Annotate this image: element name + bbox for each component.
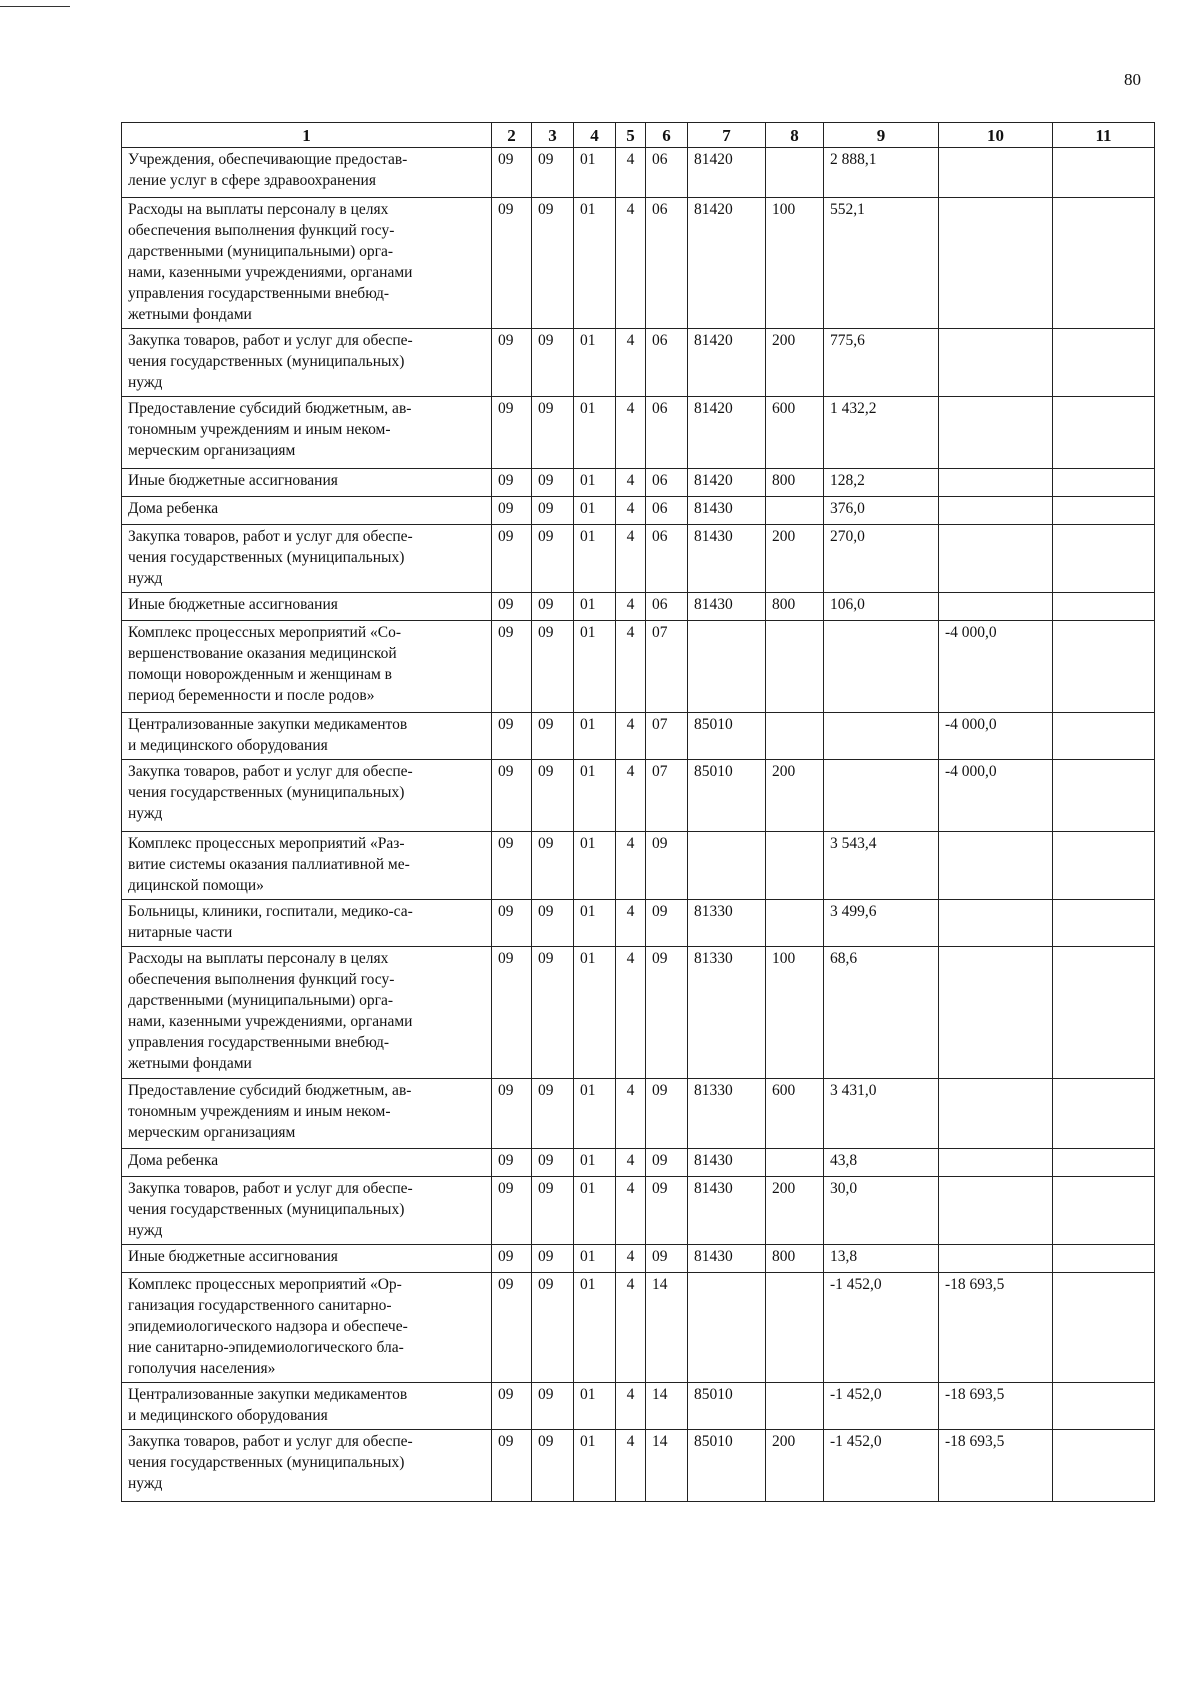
col-8-code: 100 [766,198,824,329]
col-11-amount [1053,1383,1155,1430]
col-4-code: 01 [574,148,616,198]
table-row [122,1149,1155,1177]
col-6-code: 06 [646,593,688,621]
col-6-code: 09 [646,1245,688,1273]
col-3-code: 09 [532,713,574,760]
col-7-code [688,621,766,713]
col-11-amount [1053,329,1155,397]
col-6-code: 07 [646,760,688,832]
col-6-code: 06 [646,525,688,593]
col-7-code: 81430 [688,1149,766,1177]
col-2-code: 09 [492,1149,532,1177]
table-row [122,1079,1155,1149]
col-9-amount: 106,0 [824,593,939,621]
col-2-code: 09 [492,525,532,593]
col-11-amount [1053,900,1155,947]
col-6-code: 07 [646,713,688,760]
col-7-code [688,832,766,900]
table-row [122,832,1155,900]
col-11-amount [1053,1149,1155,1177]
col-4-code: 01 [574,1079,616,1149]
col-3-code: 09 [532,1430,574,1502]
col-10-amount [939,329,1053,397]
col-8-code: 200 [766,525,824,593]
col-10-amount: -18 693,5 [939,1383,1053,1430]
col-5-code: 4 [616,1177,646,1245]
col-5-code: 4 [616,1383,646,1430]
table-row [122,593,1155,621]
col-8-code [766,1273,824,1383]
col-9-amount: 3 543,4 [824,832,939,900]
col-7-code: 81420 [688,469,766,497]
col-header-11: 11 [1053,123,1155,148]
col-2-code: 09 [492,713,532,760]
col-3-code: 09 [532,1079,574,1149]
col-2-code: 09 [492,198,532,329]
row-name: Дома ребенка [122,497,492,525]
col-4-code: 01 [574,832,616,900]
col-2-code: 09 [492,1383,532,1430]
col-7-code: 81420 [688,397,766,469]
col-8-code [766,832,824,900]
col-3-code: 09 [532,760,574,832]
col-6-code: 06 [646,329,688,397]
col-9-amount: 68,6 [824,947,939,1079]
row-name: Иные бюджетные ассигнования [122,593,492,621]
col-6-code: 09 [646,1079,688,1149]
col-10-amount [939,832,1053,900]
col-10-amount: -4 000,0 [939,760,1053,832]
col-4-code: 01 [574,469,616,497]
col-header-6: 6 [646,123,688,148]
col-header-8: 8 [766,123,824,148]
table-row [122,760,1155,832]
row-name: Больницы, клиники, госпитали, медико-са- нитарные части [122,900,492,947]
col-2-code: 09 [492,397,532,469]
col-9-amount: 270,0 [824,525,939,593]
col-8-code: 200 [766,329,824,397]
col-2-code: 09 [492,469,532,497]
col-6-code: 14 [646,1430,688,1502]
col-11-amount [1053,469,1155,497]
row-name: Расходы на выплаты персоналу в целях обеспечения выполнения функций госу- дарственными (муниципальными) орга- нами, казенными учреждениями, органами управления государственными внебюд- жетными фондами [122,947,492,1079]
col-11-amount [1053,1273,1155,1383]
col-3-code: 09 [532,1149,574,1177]
col-8-code: 800 [766,1245,824,1273]
col-8-code [766,1149,824,1177]
col-6-code: 07 [646,621,688,713]
col-5-code: 4 [616,593,646,621]
col-4-code: 01 [574,525,616,593]
col-10-amount: -18 693,5 [939,1273,1053,1383]
col-7-code: 81330 [688,900,766,947]
col-2-code: 09 [492,1177,532,1245]
col-4-code: 01 [574,621,616,713]
col-5-code: 4 [616,1245,646,1273]
col-7-code: 81430 [688,497,766,525]
col-5-code: 4 [616,148,646,198]
col-10-amount: -4 000,0 [939,621,1053,713]
table-row [122,1245,1155,1273]
col-10-amount [939,947,1053,1079]
col-3-code: 09 [532,832,574,900]
row-name: Расходы на выплаты персоналу в целях обеспечения выполнения функций госу- дарственными (муниципальными) орга- нами, казенными учреждениями, органами управления государственными внебюд- жетными фондами [122,198,492,329]
row-name: Комплекс процессных мероприятий «Раз- витие системы оказания паллиативной ме- дицинской помощи» [122,832,492,900]
col-8-code [766,497,824,525]
row-name: Иные бюджетные ассигнования [122,1245,492,1273]
col-3-code: 09 [532,947,574,1079]
col-7-code: 81430 [688,525,766,593]
col-5-code: 4 [616,832,646,900]
col-4-code: 01 [574,593,616,621]
col-7-code: 81420 [688,148,766,198]
col-5-code: 4 [616,713,646,760]
col-10-amount [939,1149,1053,1177]
table-row [122,1177,1155,1245]
col-9-amount [824,713,939,760]
col-7-code: 81420 [688,329,766,397]
col-7-code [688,1273,766,1383]
col-4-code: 01 [574,713,616,760]
table-row [122,497,1155,525]
table-row [122,148,1155,198]
col-2-code: 09 [492,832,532,900]
col-header-2: 2 [492,123,532,148]
col-2-code: 09 [492,900,532,947]
col-4-code: 01 [574,198,616,329]
col-8-code [766,1383,824,1430]
col-9-amount: 775,6 [824,329,939,397]
col-4-code: 01 [574,1383,616,1430]
row-name: Дома ребенка [122,1149,492,1177]
col-2-code: 09 [492,148,532,198]
row-name: Закупка товаров, работ и услуг для обеспе- чения государственных (муниципальных) нужд [122,1177,492,1245]
col-header-9: 9 [824,123,939,148]
col-4-code: 01 [574,900,616,947]
col-7-code: 81420 [688,198,766,329]
col-4-code: 01 [574,1149,616,1177]
col-3-code: 09 [532,469,574,497]
col-6-code: 09 [646,1177,688,1245]
col-9-amount: -1 452,0 [824,1383,939,1430]
col-5-code: 4 [616,525,646,593]
row-name: Закупка товаров, работ и услуг для обеспе- чения государственных (муниципальных) нужд [122,525,492,593]
col-5-code: 4 [616,497,646,525]
col-2-code: 09 [492,1245,532,1273]
col-4-code: 01 [574,1273,616,1383]
col-5-code: 4 [616,1273,646,1383]
col-2-code: 09 [492,329,532,397]
col-11-amount [1053,832,1155,900]
table-row [122,1273,1155,1383]
col-6-code: 09 [646,947,688,1079]
col-11-amount [1053,397,1155,469]
col-10-amount [939,148,1053,198]
col-8-code: 800 [766,593,824,621]
col-5-code: 4 [616,1079,646,1149]
col-10-amount [939,1245,1053,1273]
col-11-amount [1053,1079,1155,1149]
col-9-amount: 3 499,6 [824,900,939,947]
col-4-code: 01 [574,497,616,525]
col-2-code: 09 [492,760,532,832]
col-4-code: 01 [574,1430,616,1502]
col-3-code: 09 [532,329,574,397]
col-5-code: 4 [616,1149,646,1177]
corner-rule [0,0,70,7]
col-5-code: 4 [616,469,646,497]
col-11-amount [1053,148,1155,198]
col-2-code: 09 [492,1430,532,1502]
col-5-code: 4 [616,329,646,397]
col-3-code: 09 [532,397,574,469]
col-header-5: 5 [616,123,646,148]
col-2-code: 09 [492,621,532,713]
col-7-code: 81330 [688,1079,766,1149]
row-name: Комплекс процессных мероприятий «Со- вершенствование оказания медицинской помощи новорожденным и женщинам в период беременности и после родов» [122,621,492,713]
col-3-code: 09 [532,525,574,593]
col-2-code: 09 [492,1273,532,1383]
col-4-code: 01 [574,397,616,469]
col-6-code: 06 [646,148,688,198]
col-4-code: 01 [574,1245,616,1273]
col-5-code: 4 [616,760,646,832]
col-6-code: 14 [646,1383,688,1430]
col-10-amount [939,525,1053,593]
col-4-code: 01 [574,329,616,397]
col-6-code: 06 [646,198,688,329]
col-6-code: 09 [646,1149,688,1177]
col-8-code: 800 [766,469,824,497]
col-11-amount [1053,1177,1155,1245]
col-7-code: 81430 [688,1245,766,1273]
col-6-code: 14 [646,1273,688,1383]
col-8-code: 600 [766,1079,824,1149]
col-9-amount: 13,8 [824,1245,939,1273]
col-10-amount [939,1177,1053,1245]
col-3-code: 09 [532,593,574,621]
table-row [122,525,1155,593]
col-10-amount: -4 000,0 [939,713,1053,760]
col-6-code: 06 [646,469,688,497]
col-9-amount: 128,2 [824,469,939,497]
col-6-code: 06 [646,397,688,469]
col-3-code: 09 [532,1273,574,1383]
col-3-code: 09 [532,621,574,713]
budget-table [121,122,1155,1502]
col-11-amount [1053,1245,1155,1273]
col-11-amount [1053,947,1155,1079]
col-header-3: 3 [532,123,574,148]
col-10-amount [939,593,1053,621]
col-11-amount [1053,621,1155,713]
col-11-amount [1053,1430,1155,1502]
col-5-code: 4 [616,947,646,1079]
table-row [122,1383,1155,1430]
col-10-amount [939,497,1053,525]
col-10-amount [939,397,1053,469]
col-7-code: 85010 [688,760,766,832]
row-name: Централизованные закупки медикаментов и медицинского оборудования [122,1383,492,1430]
col-2-code: 09 [492,1079,532,1149]
col-9-amount [824,760,939,832]
col-11-amount [1053,525,1155,593]
col-2-code: 09 [492,593,532,621]
col-9-amount: 30,0 [824,1177,939,1245]
col-5-code: 4 [616,397,646,469]
col-10-amount [939,900,1053,947]
col-8-code [766,900,824,947]
col-9-amount [824,621,939,713]
col-7-code: 85010 [688,713,766,760]
col-8-code: 200 [766,760,824,832]
row-name: Предоставление субсидий бюджетным, ав- тономным учреждениям и иным неком- мерческим организациям [122,397,492,469]
col-10-amount: -18 693,5 [939,1430,1053,1502]
col-9-amount: -1 452,0 [824,1273,939,1383]
row-name: Иные бюджетные ассигнования [122,469,492,497]
table-row [122,713,1155,760]
col-10-amount [939,1079,1053,1149]
col-11-amount [1053,760,1155,832]
col-11-amount [1053,198,1155,329]
col-11-amount [1053,593,1155,621]
col-8-code: 200 [766,1430,824,1502]
table-row [122,621,1155,713]
col-8-code [766,148,824,198]
row-name: Учреждения, обеспечивающие предостав- ление услуг в сфере здравоохранения [122,148,492,198]
table-row [122,900,1155,947]
col-4-code: 01 [574,760,616,832]
col-4-code: 01 [574,1177,616,1245]
col-8-code [766,621,824,713]
col-9-amount: 2 888,1 [824,148,939,198]
col-10-amount [939,469,1053,497]
table-row [122,1430,1155,1502]
header-row [122,123,1155,148]
col-9-amount: 552,1 [824,198,939,329]
row-name: Закупка товаров, работ и услуг для обеспе- чения государственных (муниципальных) нужд [122,329,492,397]
col-10-amount [939,198,1053,329]
col-3-code: 09 [532,198,574,329]
table-row [122,397,1155,469]
table-row [122,329,1155,397]
col-header-7: 7 [688,123,766,148]
col-3-code: 09 [532,1383,574,1430]
col-7-code: 81430 [688,593,766,621]
col-11-amount [1053,713,1155,760]
row-name: Предоставление субсидий бюджетным, ав- тономным учреждениям и иным неком- мерческим организациям [122,1079,492,1149]
col-3-code: 09 [532,1177,574,1245]
col-2-code: 09 [492,497,532,525]
col-3-code: 09 [532,148,574,198]
col-7-code: 81430 [688,1177,766,1245]
row-name: Централизованные закупки медикаментов и медицинского оборудования [122,713,492,760]
col-11-amount [1053,497,1155,525]
table-row [122,947,1155,1079]
col-3-code: 09 [532,900,574,947]
col-8-code [766,713,824,760]
col-4-code: 01 [574,947,616,1079]
col-8-code: 600 [766,397,824,469]
col-3-code: 09 [532,1245,574,1273]
col-6-code: 09 [646,900,688,947]
col-6-code: 06 [646,497,688,525]
col-header-10: 10 [939,123,1053,148]
col-9-amount: 3 431,0 [824,1079,939,1149]
col-2-code: 09 [492,947,532,1079]
col-header-4: 4 [574,123,616,148]
col-7-code: 85010 [688,1383,766,1430]
col-6-code: 09 [646,832,688,900]
col-7-code: 85010 [688,1430,766,1502]
col-7-code: 81330 [688,947,766,1079]
col-5-code: 4 [616,621,646,713]
col-8-code: 200 [766,1177,824,1245]
col-header-1: 1 [122,123,492,148]
table-row [122,469,1155,497]
row-name: Закупка товаров, работ и услуг для обеспе- чения государственных (муниципальных) нужд [122,1430,492,1502]
col-9-amount: 376,0 [824,497,939,525]
col-5-code: 4 [616,900,646,947]
col-9-amount: 43,8 [824,1149,939,1177]
row-name: Закупка товаров, работ и услуг для обеспе- чения государственных (муниципальных) нужд [122,760,492,832]
page-number: 80 [1124,70,1141,89]
col-5-code: 4 [616,198,646,329]
col-5-code: 4 [616,1430,646,1502]
col-9-amount: -1 452,0 [824,1430,939,1502]
col-8-code: 100 [766,947,824,1079]
row-name: Комплекс процессных мероприятий «Ор- ганизация государственного санитарно- эпидемиологического надзора и обеспече- ние санитарно-эпидемиологического бла- гополучия населения» [122,1273,492,1383]
col-3-code: 09 [532,497,574,525]
col-9-amount: 1 432,2 [824,397,939,469]
table-row [122,198,1155,329]
